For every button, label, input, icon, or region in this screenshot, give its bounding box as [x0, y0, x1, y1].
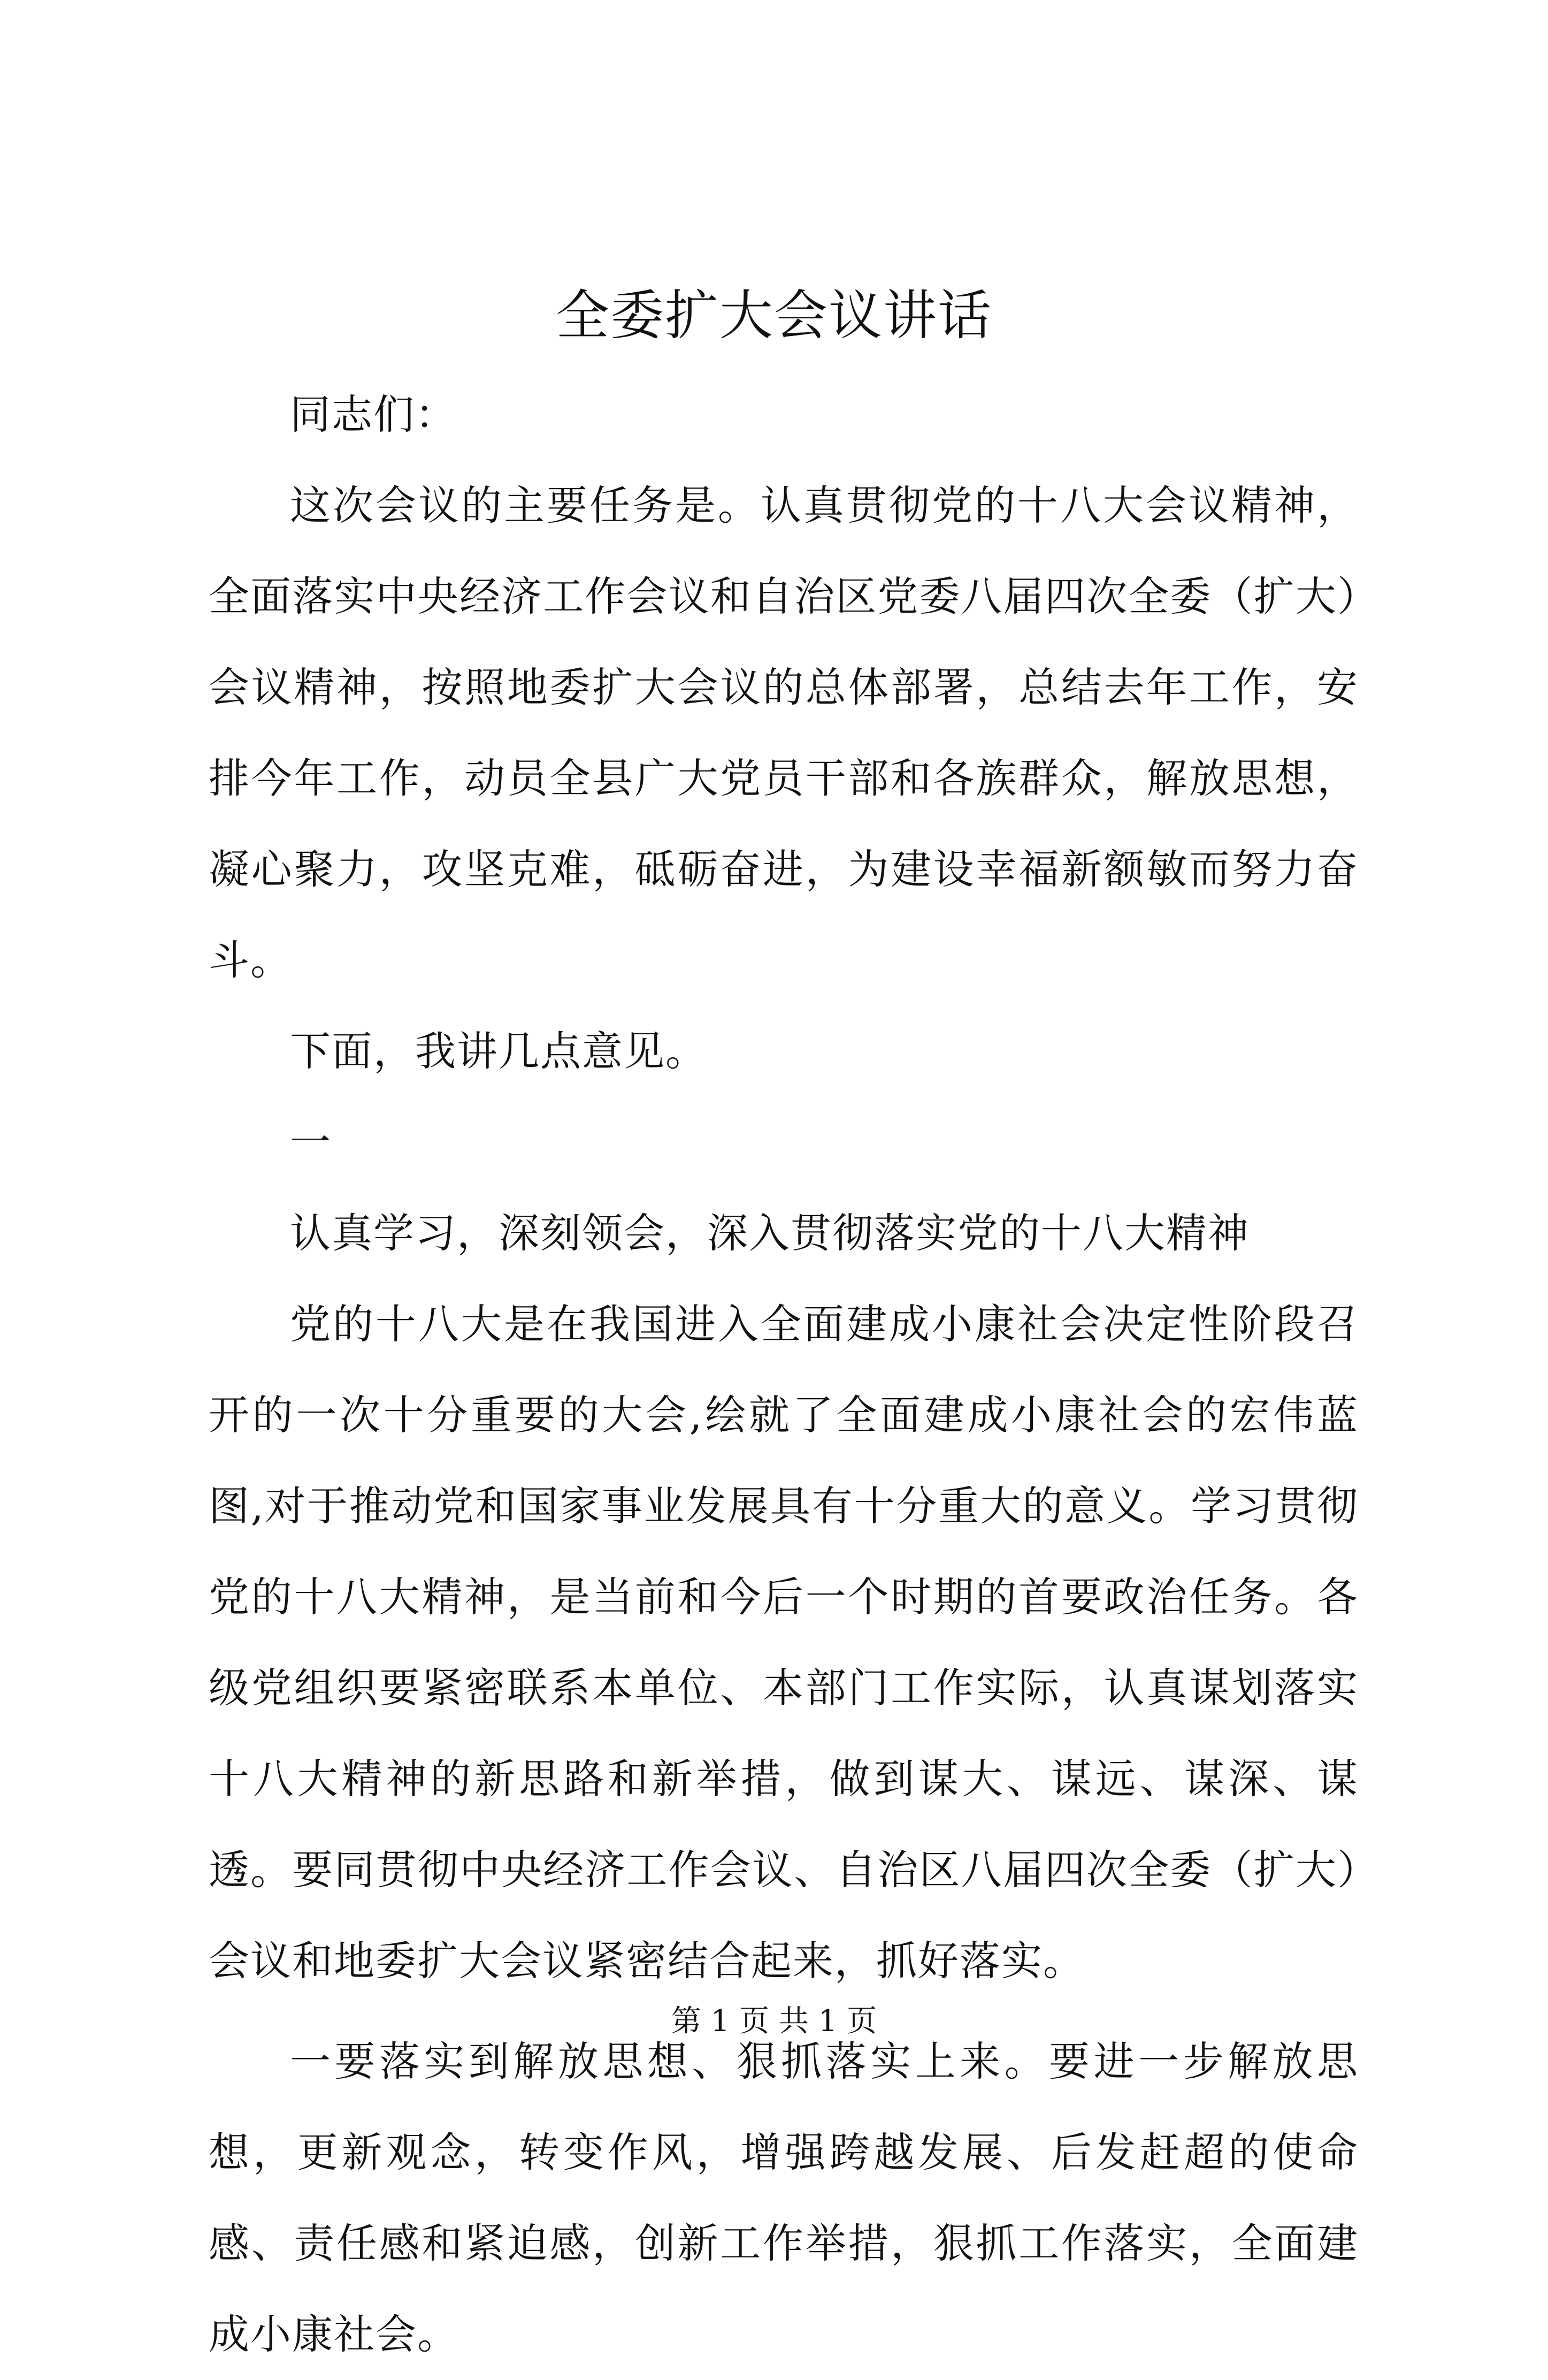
section-heading: 认真学习，深刻领会，深入贯彻落实党的十八大精神 — [290, 1209, 1250, 1257]
section-paragraph: 党的十八大是在我国进入全面建成小康社会决定性阶段召开的一次十分重要的大会,绘就了全面建成小康社会的宏伟蓝图,对于推动党和国家事业发展具有十分重大的意义。学习贯彻党的十八大精神，是当前和今后一个时期的首要政治任务。各级党组织要紧密联系本单位、本部门工作实际，认真谋划落实十八大精神的新思路和新举措，做到谋大、谋远、谋深、谋透。要同贯彻中央经济工作会议、自治区八届四次全委（扩大）会议和地委扩大会议紧密结合起来，抓好落实。 — [209, 1300, 1359, 1985]
intro-paragraph: 这次会议的主要任务是。认真贯彻党的十八大会议精神，全面落实中央经济工作会议和自治区党委八届四次全委（扩大）会议精神，按照地委扩大会议的总体部署，总结去年工作，安排今年工作，动员全县广大党员干部和各族群众，解放思想，凝心聚力，攻坚克难，砥砺奋进，为建设幸福新额敏而努力奋斗。 — [209, 482, 1359, 984]
document-title: 全委扩大会议讲话 — [556, 284, 992, 347]
section-number: 一 — [290, 1118, 332, 1166]
section-paragraph: 一要落实到解放思想、狠抓落实上来。要进一步解放思想，更新观念，转变作风，增强跨越发展、后发赶超的使命感、责任感和紧迫感，创新工作举措，狠抓工作落实，全面建成小康社会。 — [209, 2038, 1359, 2358]
salutation: 同志们： — [290, 391, 457, 438]
document-body — [209, 369, 1359, 2380]
transition-sentence: 下面，我讲几点意见。 — [290, 1027, 707, 1075]
page-footer: 第 1 页 共 1 页 — [671, 2004, 877, 2039]
